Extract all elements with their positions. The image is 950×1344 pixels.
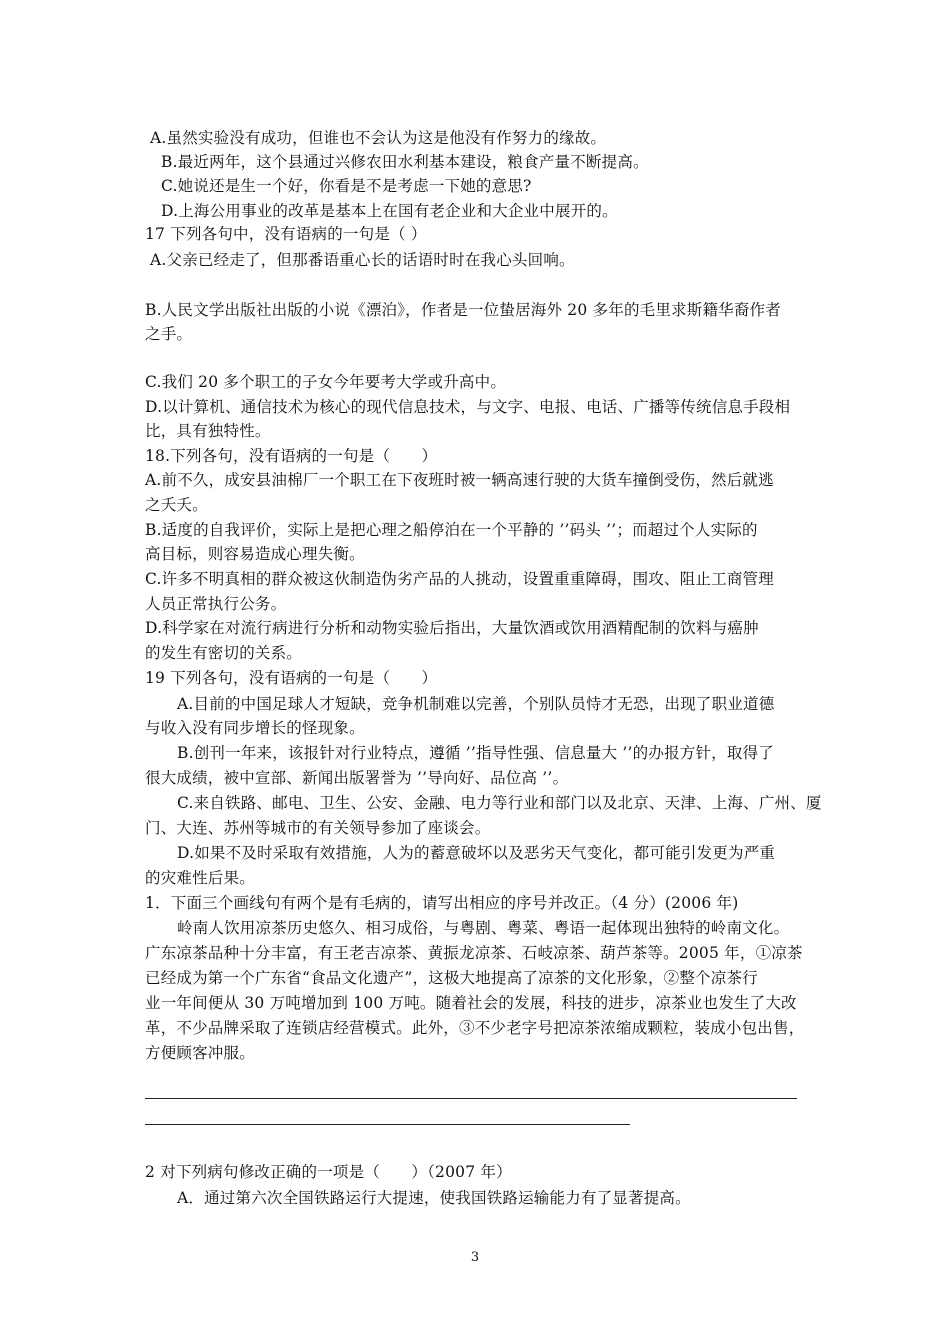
q18-option-b-line1: B.适度的自我评价，实际上是把心理之船停泊在一个平静的 ’’码头 ’’；而超过个人实际的 (145, 521, 758, 539)
q17-option-c: C.我们 20 多个职工的子女今年要考大学或升高中。 (145, 373, 507, 391)
q2-2007-option-a: A．通过第六次全国铁路运行大提速，使我国铁路运输能力有了显著提高。 (177, 1189, 691, 1207)
passage-line2: 广东凉茶品种十分丰富，有王老吉凉茶、黄振龙凉茶、石岐凉茶、葫芦茶等。2005 年，①凉茶 (145, 944, 803, 962)
q16-option-c: C.她说还是生一个好，你看是不是考虑一下她的意思? (161, 177, 532, 195)
page-number: 3 (470, 1250, 480, 1265)
passage-line3: 已经成为第一个广东省“食品文化遗产”，这极大地提高了凉茶的文化形象，②整个凉茶行 (145, 969, 758, 987)
passage-line4: 业一年间便从 30 万吨增加到 100 万吨。随着社会的发展，科技的进步，凉茶业也发生了大改 (145, 994, 797, 1012)
q19-option-c-line1: C.来自铁路、邮电、卫生、公安、金融、电力等行业和部门以及北京、天津、上海、广州、厦 (177, 794, 822, 812)
q19-option-b-line1: B.创刊一年来，该报针对行业特点，遵循 ’’指导性强、信息量大 ’’的办报方针，取得了 (177, 744, 774, 762)
passage-line5: 革，不少品牌采取了连锁店经营模式。此外，③不少老字号把凉茶浓缩成颗粒，装成小包出售， (145, 1019, 805, 1037)
q17-option-b-line2: 之手。 (145, 325, 193, 343)
q19-option-a-line2: 与收入没有同步增长的怪现象。 (145, 719, 365, 737)
q18-option-a-line1: A.前不久，成安县油棉厂一个职工在下夜班时被一辆高速行驶的大货车撞倒受伤，然后就逃 (145, 471, 774, 489)
q18-option-a-line2: 之夭夭。 (145, 496, 208, 514)
q19-stem: 19 下列各句，没有语病的一句是（ ） (145, 669, 438, 687)
q18-option-d-line1: D.科学家在对流行病进行分析和动物实验后指出，大量饮酒或饮用酒精配制的饮料与癌肿 (145, 619, 759, 637)
q19-option-b-line2: 很大成绩，被中宣部、新闻出版署誉为 ’’导向好、品位高 ’’。 (145, 769, 569, 787)
q19-option-d-line2: 的灾难性后果。 (145, 869, 255, 887)
q18-option-c-line1: C.许多不明真相的群众被这伙制造伪劣产品的人挑动，设置重重障碍，围攻、阻止工商管理 (145, 570, 774, 588)
q17-option-a: A.父亲已经走了，但那番语重心长的话语时时在我心头回响。 (150, 251, 575, 269)
q17-option-d-line1: D.以计算机、通信技术为核心的现代信息技术，与文字、电报、电话、广播等传统信息手段相 (145, 398, 791, 416)
passage-line6: 方便顾客冲服。 (145, 1044, 255, 1062)
q16-option-b: B.最近两年，这个县通过兴修农田水利基本建设，粮食产量不断提高。 (161, 153, 649, 171)
q17-option-b-line1: B.人民文学出版社出版的小说《漂泊》，作者是一位蛰居海外 20 多年的毛里求斯籍华裔作者 (145, 301, 781, 319)
answer-line-2 (145, 1124, 630, 1125)
answer-line-1 (145, 1098, 797, 1099)
q17-stem: 17 下列各句中，没有语病的一句是（ ） (145, 225, 427, 243)
passage-line1: 岭南人饮用凉茶历史悠久、相习成俗，与粤剧、粤菜、粤语一起体现出独特的岭南文化。 (177, 919, 790, 937)
q1-2006-stem: 1．下面三个画线句有两个是有毛病的，请写出相应的序号并改正。（4 分）(2006 年) (145, 894, 739, 912)
q19-option-a-line1: A.目前的中国足球人才短缺，竞争机制难以完善，个别队员恃才无恐，出现了职业道德 (177, 695, 775, 713)
q18-option-c-line2: 人员正常执行公务。 (145, 595, 287, 613)
q2-2007-stem: 2 对下列病句修改正确的一项是（ ）（2007 年） (145, 1163, 512, 1181)
q18-stem: 18.下列各句，没有语病的一句是（ ） (145, 447, 438, 465)
q19-option-d-line1: D.如果不及时采取有效措施，人为的蓄意破坏以及恶劣天气变化，都可能引发更为严重 (177, 844, 776, 862)
q18-option-b-line2: 高目标，则容易造成心理失衡。 (145, 545, 365, 563)
q18-option-d-line2: 的发生有密切的关系。 (145, 644, 303, 662)
q16-option-a: A.虽然实验没有成功，但谁也不会认为这是他没有作努力的缘故。 (150, 129, 607, 147)
q16-option-d: D.上海公用事业的改革是基本上在国有老企业和大企业中展开的。 (161, 202, 618, 220)
q17-option-d-line2: 比，具有独特性。 (145, 422, 271, 440)
q19-option-c-line2: 门、大连、苏州等城市的有关领导参加了座谈会。 (145, 819, 491, 837)
